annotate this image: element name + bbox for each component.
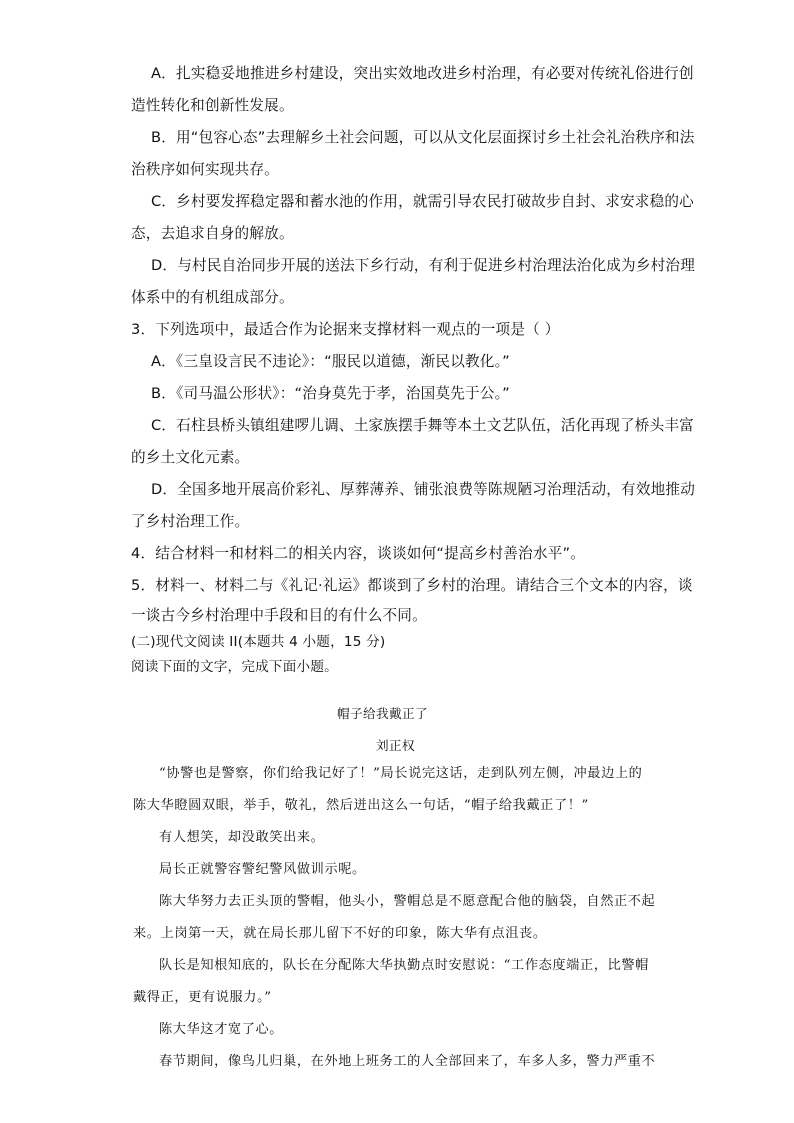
q2-option-c-line1: C．乡村要发挥稳定器和蓄水池的作用，就需引导农民打破故步自封、求安求稳的心 [151, 193, 694, 210]
section-heading: (二)现代文阅读 II(本题共 4 小题，15 分) [131, 634, 386, 650]
q2-option-b-line1: B．用“包容心态”去理解乡土社会问题，可以从文化层面探讨乡土社会礼治秩序和法 [151, 129, 695, 146]
q3-option-c-line2: 的乡土文化元素。 [131, 449, 250, 466]
story-paragraph-6: 陈大华这才宽了心。 [159, 1022, 284, 1037]
q5-line2: 一谈古今乡村治理中手段和目的有什么不同。 [131, 607, 427, 624]
story-author: 刘正权 [376, 738, 415, 753]
section-instruction: 阅读下面的文字，完成下面小题。 [131, 659, 338, 675]
story-paragraph-5-line1: 队长是知根知底的，队长在分配陈大华执勤点时安慰说：“工作态度端正，比警帽 [159, 958, 649, 973]
story-paragraph-1-line2: 陈大华瞪圆双眼，举手，敬礼，然后迸出这么一句话，“帽子给我戴正了！” [133, 798, 589, 813]
q3-option-d-line2: 了乡村治理工作。 [131, 513, 250, 530]
q3-option-a: A．《三皇设言民不违论》：“服民以道德，渐民以教化。” [151, 353, 510, 370]
q3-stem: 3．下列选项中，最适合作为论据来支撑材料一观点的一项是（ ） [131, 321, 560, 338]
q4-text: 4．结合材料一和材料二的相关内容，谈谈如何“提高乡村善治水平”。 [131, 545, 586, 562]
q3-option-c-line1: C．石柱县桥头镇组建啰儿调、土家族摆手舞等本土文艺队伍，活化再现了桥头丰富 [151, 417, 694, 434]
story-paragraph-1-line1: “协警也是警察，你们给我记好了！”局长说完这话，走到队列左侧，冲最边上的 [159, 766, 643, 781]
q2-option-d-line1: D．与村民自治同步开展的送法下乡行动，有利于促进乡村治理法治化成为乡村治理 [151, 257, 696, 274]
story-paragraph-4-line2: 来。上岗第一天，就在局长那儿留下不好的印象，陈大华有点沮丧。 [133, 926, 547, 941]
q2-option-c-line2: 态，去追求自身的解放。 [131, 225, 294, 242]
story-title: 帽子给我戴正了 [337, 706, 428, 721]
story-paragraph-2: 有人想笑，却没敢笑出来。 [159, 830, 325, 845]
q3-option-d-line1: D．全国多地开展高价彩礼、厚葬薄养、铺张浪费等陈规陋习治理活动，有效地推动 [151, 481, 696, 498]
story-paragraph-5-line2: 戴得正，更有说服力。” [133, 990, 272, 1005]
story-paragraph-4-line1: 陈大华努力去正头顶的警帽，他头小，警帽总是不愿意配合他的脑袋，自然正不起 [159, 894, 656, 909]
q5-line1: 5．材料一、材料二与《礼记·礼运》都谈到了乡村的治理。请结合三个文本的内容，谈 [131, 577, 693, 594]
story-paragraph-3: 局长正就警容警纪警风做训示呢。 [159, 862, 366, 877]
q2-option-b-line2: 治秩序如何实现共存。 [131, 161, 279, 178]
story-paragraph-7-line1: 春节期间，像鸟儿归巢，在外地上班务工的人全部回来了，车多人多，警力严重不 [159, 1054, 656, 1069]
q2-option-a-line1: A．扎实稳妥地推进乡村建设，突出实效地改进乡村治理，有必要对传统礼俗进行创 [151, 65, 694, 82]
q2-option-d-line2: 体系中的有机组成部分。 [131, 289, 294, 306]
q2-option-a-line2: 造性转化和创新性发展。 [131, 97, 294, 114]
q3-option-b: B．《司马温公形状》：“治身莫先于孝，治国莫先于公。” [151, 385, 510, 402]
